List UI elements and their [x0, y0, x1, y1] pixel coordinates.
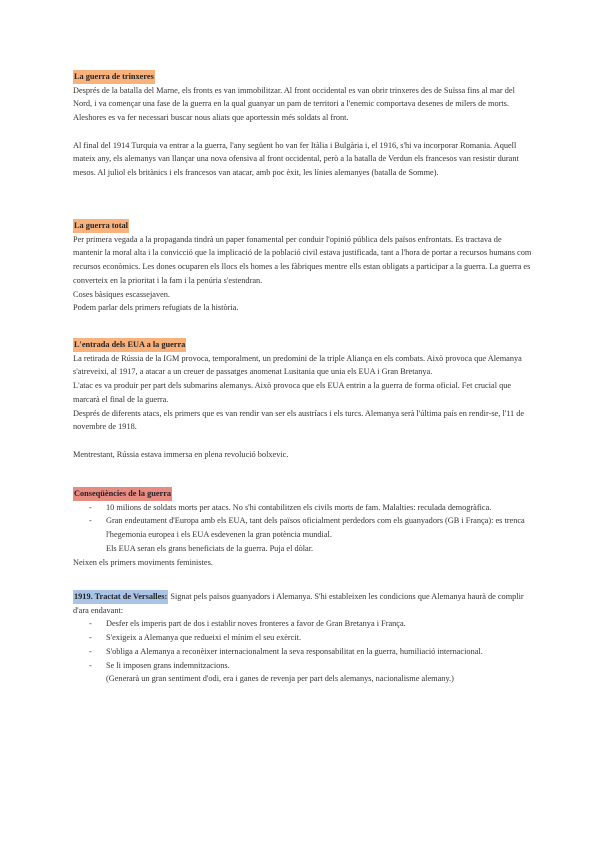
list-item: - Gran endeutament d'Europa amb els EUA, tant dels països oficialment perdedors com els guanyadors (GB i França): es trenca l'hegemonia europea i els EUA esdevenen la gran potència mundial. — [73, 514, 533, 541]
section-heading: La guerra de trinxeres — [73, 70, 155, 84]
section-heading: L'entrada dels EUA a la guerra — [73, 338, 186, 352]
paragraph: Després de la batalla del Marne, els fronts es van immobilitzar. Al front occidental es van obrir trinxeres des de Suïssa fins al mar del Nord, i va començar una fase de la guerra en la qual guanyar un pam de territori a l'enemic comportava desenes de milers de morts. Aleshores es va fer necessari buscar nous aliats que aportessin més soldats al front. — [73, 85, 515, 123]
list-item: - Desfer els imperis part de dos i establir noves fronteres a favor de Gran Bretanya i França. — [73, 617, 533, 631]
list-item-continuation: (Generarà un gran sentiment d'odi, era i ganes de revenja per part dels alemanys, nacionalisme alemany.) — [106, 674, 454, 684]
paragraph: Coses bàsiques escassejaven. — [73, 289, 171, 299]
section-heading: 1919. Tractat de Versalles: — [73, 590, 168, 604]
list-item: - S'obliga a Alemanya a reconèixer internacionalment la seva responsabilitat en la guerra, humiliació internacional. — [73, 645, 533, 659]
section-consequences — [73, 487, 533, 569]
list-item: - 10 milions de soldats morts per atacs. No s'hi contabilitzen els civils morts de fam. Malalties: reculada demogràfica. — [73, 501, 533, 515]
dash-list — [73, 617, 533, 672]
paragraph: Al final del 1914 Turquia va entrar a la guerra, l'any següent ho van fer Itàlia i Bulgària i, el 1916, s'hi va incorporar Romania. Aquell mateix any, els alemanys van llançar una nova ofensiva al front occidental, però a la batalla de Verdun els francesos van resistir durant mesos. Al juliol els britànics i els francesos van atacar, amb poc èxit, les línies alemanyes (batalla de Somme). — [73, 140, 519, 177]
dash-list — [73, 501, 533, 542]
paragraph: Després de diferents atacs, els primers que es van rendir van ser els austríacs i els turcs. Alemanya serà l'última país en rendir-se, l'11 de novembre de 1918. — [73, 408, 525, 432]
section-usa-entry — [73, 338, 533, 461]
section-heading: La guerra total — [73, 219, 129, 233]
section-versailles — [73, 590, 533, 686]
paragraph: L'atac es va produir per part dels submarins alemanys. Això provoca que els EUA entrin a la guerra de forma oficial. Fet crucial que marcarà el final de la guerra. — [73, 381, 512, 404]
list-item: - Se li imposen grans indemnitzacions. — [73, 659, 533, 673]
paragraph: La retirada de Rússia de la IGM provoca, temporalment, un predomini de la triple Aliança en els combats. Això provoca que Alemanya s'atreveixi, al 1917, a atacar a un creuer de passatges anomenat Lusitania que unia els EUA i Gran Bretanya. — [73, 353, 522, 377]
list-item-continuation: Els EUA seran els grans beneficiats de la guerra. Puja el dòlar. — [106, 543, 314, 553]
section-trench-war — [73, 70, 533, 180]
section-total-war — [73, 219, 533, 315]
section-heading: Conseqüències de la guerra — [73, 487, 172, 501]
paragraph: Signat pels països guanyadors i Alemanya. S'hi estableixen les condicions que Alemanya haurà de complir d'ara endavant: — [73, 592, 524, 615]
list-item: - S'exigeix a Alemanya que redueixi el mínim el seu exèrcit. — [73, 631, 533, 645]
paragraph: Podem parlar dels primers refugiats de la història. — [73, 303, 239, 313]
paragraph: Mentrestant, Rússia estava immersa en plena revolució bolxevic. — [73, 449, 289, 459]
paragraph: Neixen els primers moviments feministes. — [73, 557, 213, 567]
paragraph: Per primera vegada a la propaganda tindrà un paper fonamental per conduir l'opinió pública dels països enfrontats. Es tractava de mantenir la moral alta i la convicció que la implicació de la població civil estava justificada, tant a l'hora de portar a recursos humans com recursos econòmics. Les dones ocuparen els llocs els homes a les fàbriques mentre ells estan obligats a participar a la guerra. La guerra es converteix en la prioritat i la fam i la penúria s'estendran. — [73, 234, 532, 285]
